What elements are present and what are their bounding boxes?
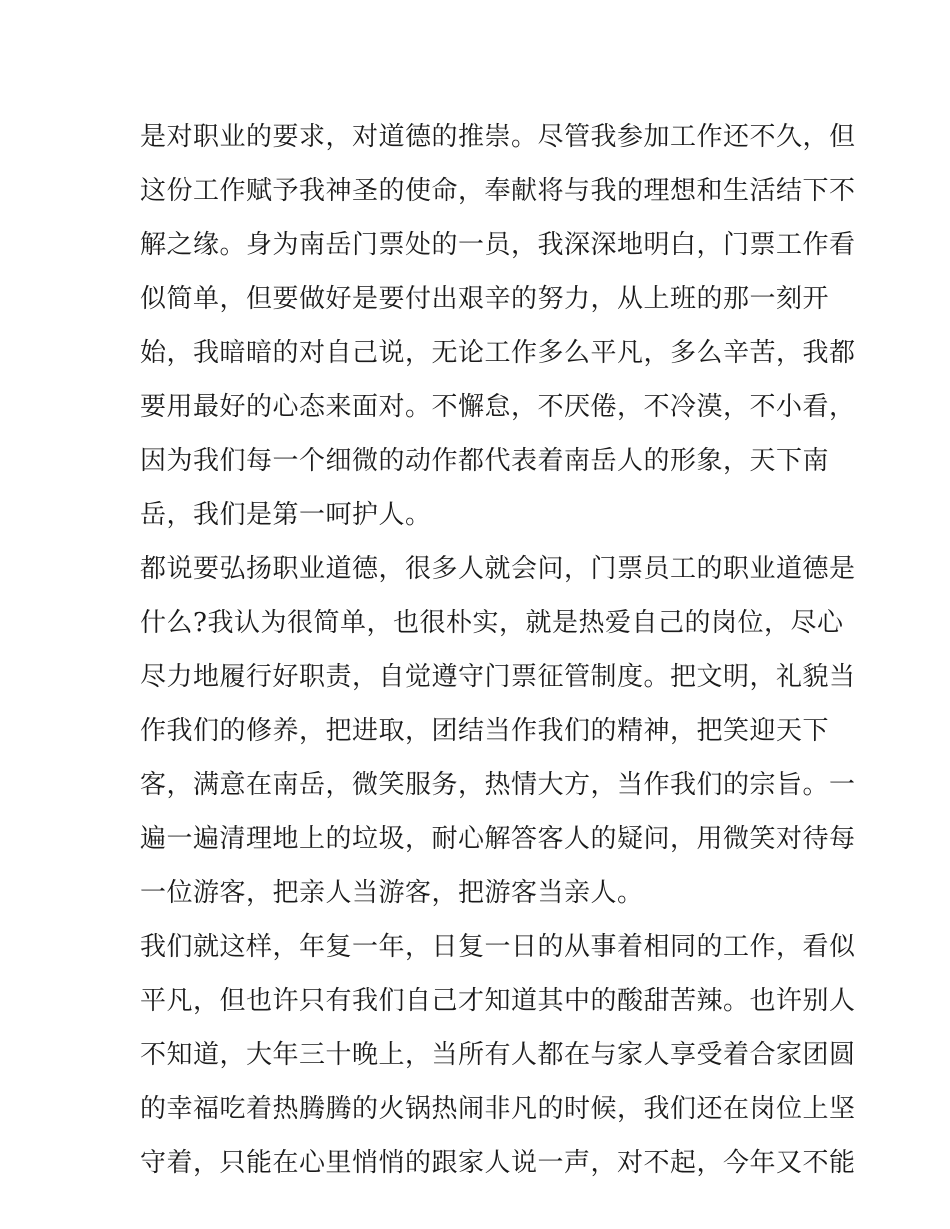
text-line: 不知道，大年三十晚上，当所有人都在与家人享受着合家团圆 [140,1040,856,1070]
text-line: 遍一遍清理地上的垃圾，耐心解答客人的疑问，用微笑对待每 [140,824,856,854]
text-line: 客，满意在南岳，微笑服务，热情大方，当作我们的宗旨。一 [140,770,856,800]
text-line: 因为我们每一个细微的动作都代表着南岳人的形象，天下南 [140,446,830,476]
text-line: 岳，我们是第一呵护人。 [140,500,432,530]
text-line: 平凡，但也许只有我们自己才知道其中的酸甜苦辣。也许别人 [140,986,856,1016]
text-line: 的幸福吃着热腾腾的火锅热闹非凡的时候，我们还在岗位上坚 [140,1094,856,1124]
text-line: 这份工作赋予我神圣的使命，奉献将与我的理想和生活结下不 [140,176,856,206]
text-line: 都说要弘扬职业道德，很多人就会问，门票员工的职业道德是 [140,554,856,584]
text-line: 要用最好的心态来面对。不懈怠，不厌倦，不冷漠，不小看， [140,392,856,422]
text-line: 作我们的修养，把进取，团结当作我们的精神，把笑迎天下 [140,716,830,746]
document-body [140,110,856,1190]
text-line: 一位游客，把亲人当游客，把游客当亲人。 [140,878,644,908]
text-line: 是对职业的要求，对道德的推崇。尽管我参加工作还不久，但 [140,122,856,152]
text-line: 解之缘。身为南岳门票处的一员，我深深地明白，门票工作看 [140,230,856,260]
text-line: 我们就这样，年复一年，日复一日的从事着相同的工作，看似 [140,932,856,962]
text-line: 什么?我认为很简单，也很朴实，就是热爱自己的岗位，尽心 [140,608,844,638]
text-line: 始，我暗暗的对自己说，无论工作多么平凡，多么辛苦，我都 [140,338,856,368]
text-line: 守着，只能在心里悄悄的跟家人说一声，对不起，今年又不能 [140,1148,856,1178]
text-line: 尽力地履行好职责，自觉遵守门票征管制度。把文明，礼貌当 [140,662,856,692]
text-line: 似简单，但要做好是要付出艰辛的努力，从上班的那一刻开 [140,284,830,314]
